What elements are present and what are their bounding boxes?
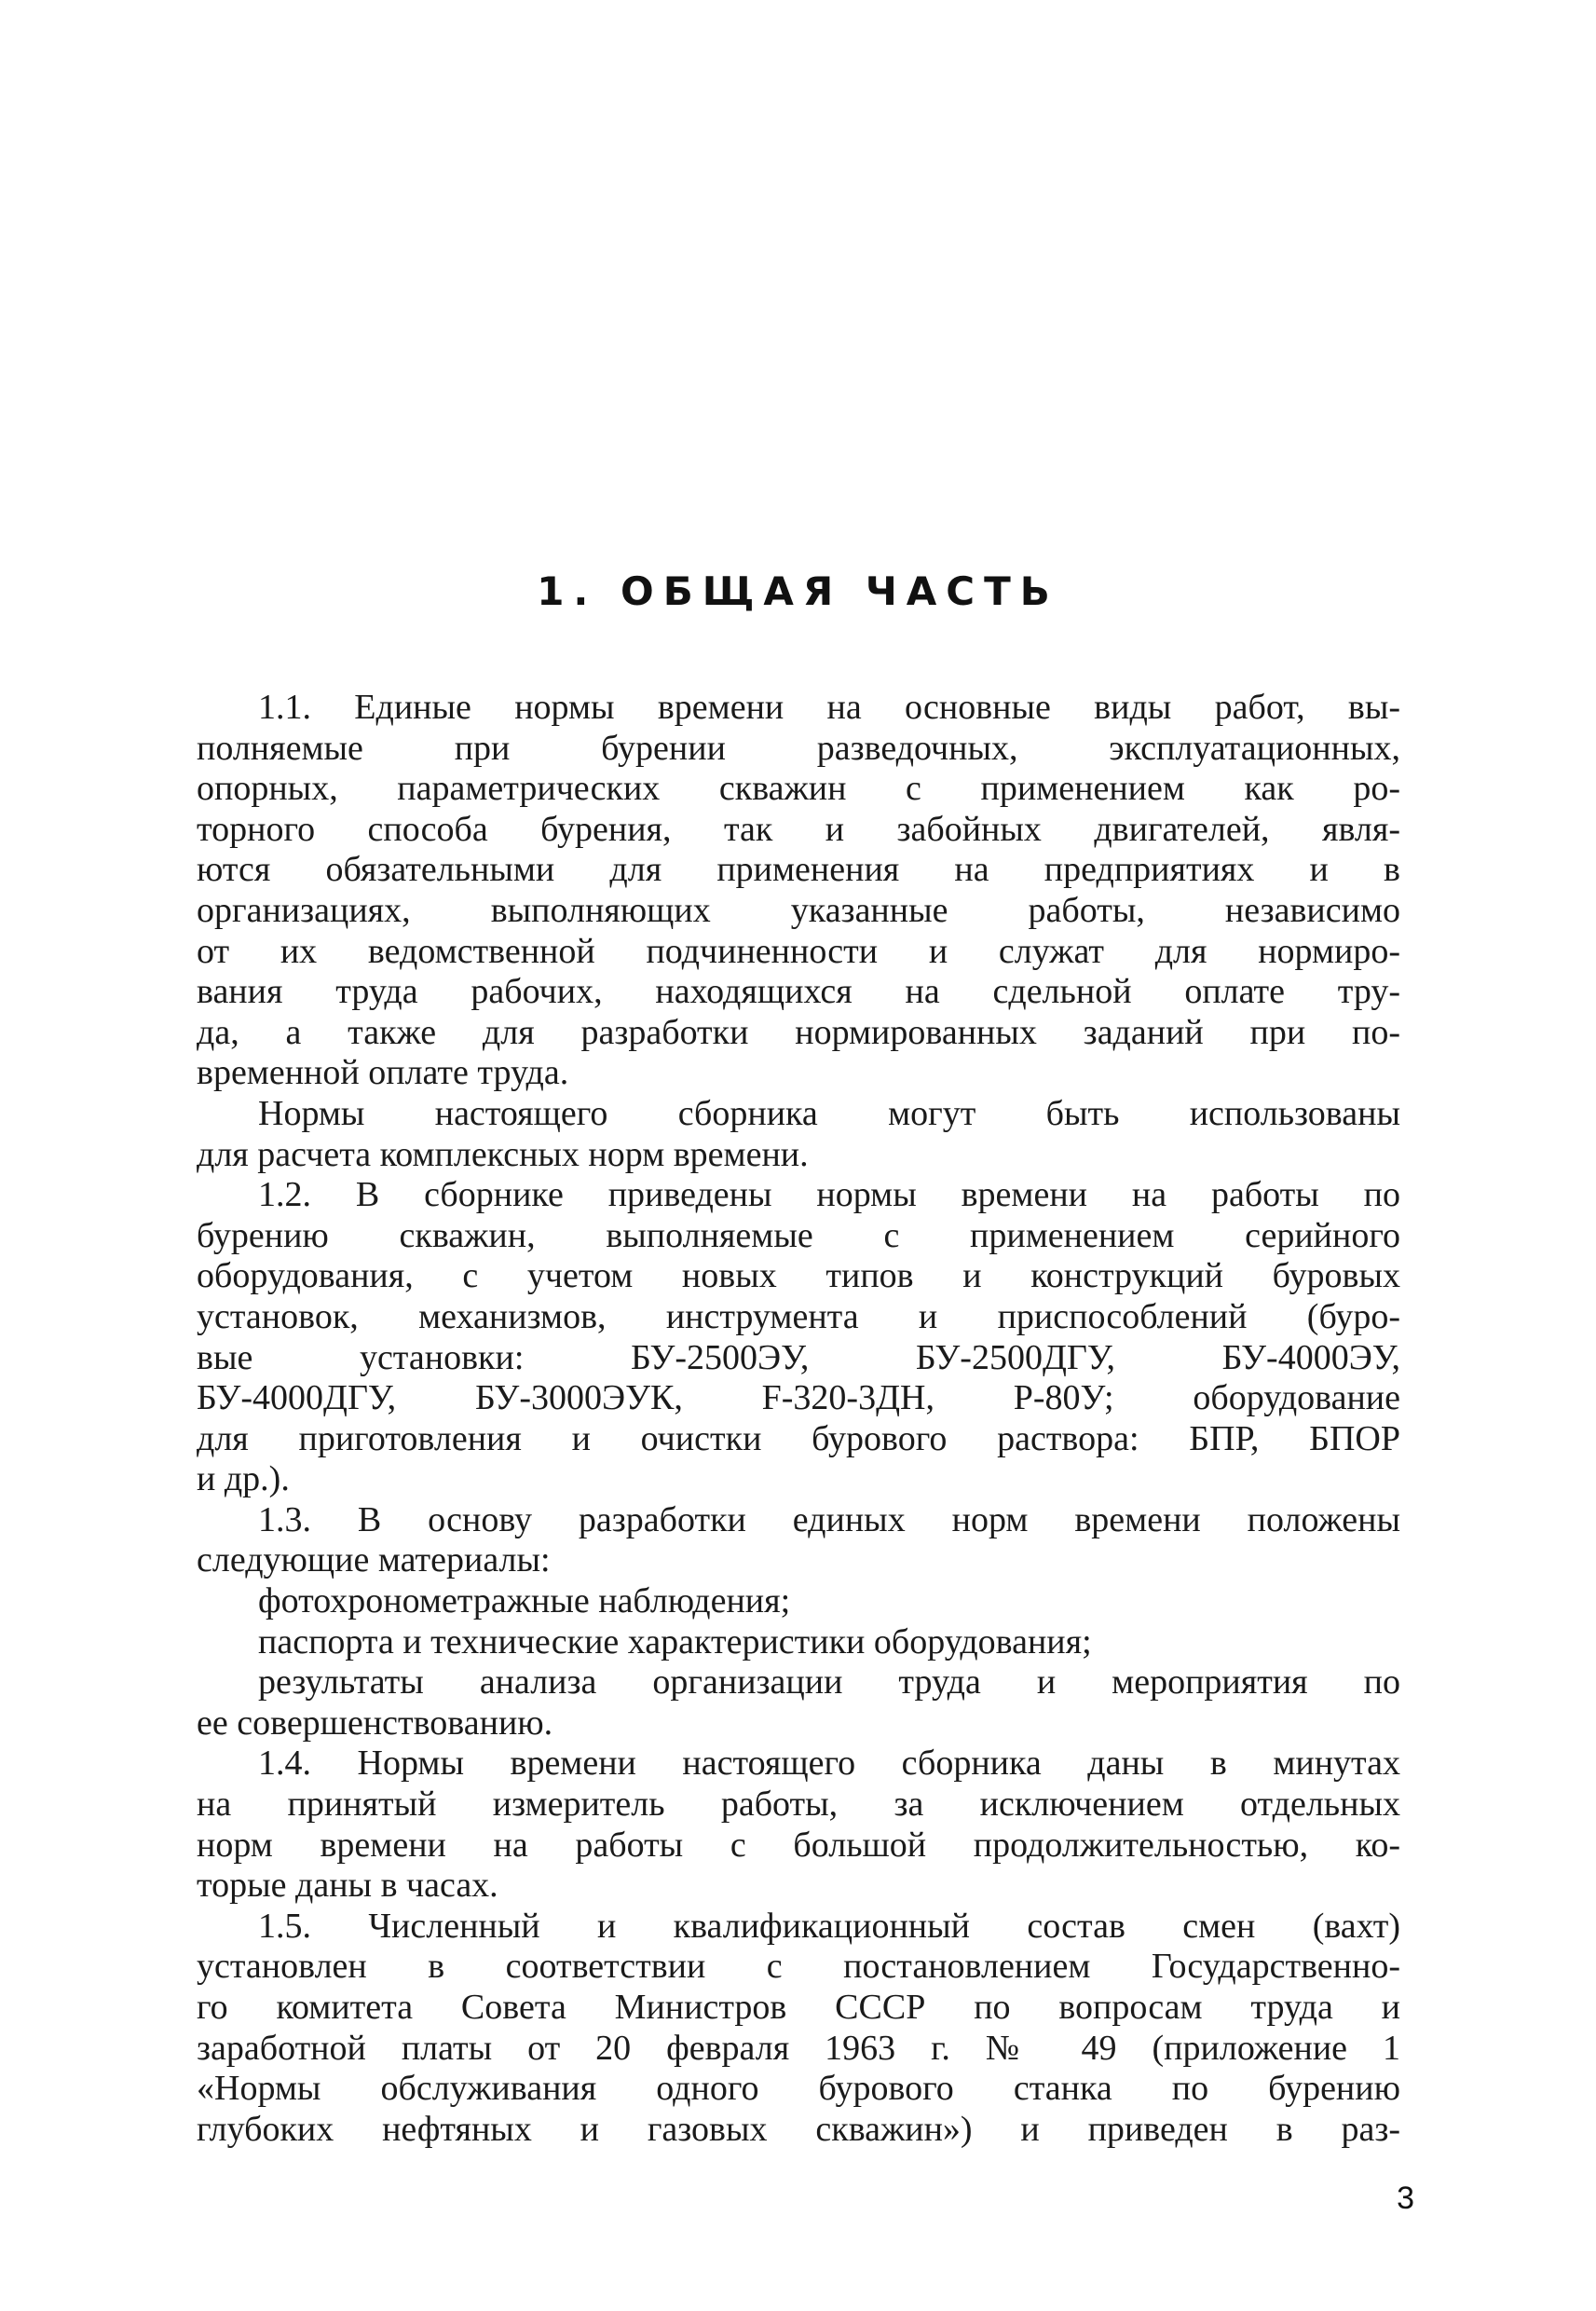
text-line: опорных, параметрических скважин с применением как ро- bbox=[197, 769, 1400, 809]
text-line: глубоких нефтяных и газовых скважин») и приведен в раз- bbox=[197, 2109, 1400, 2149]
text-line: 1.4. Нормы времени настоящего сборника даны в минутах bbox=[258, 1744, 1400, 1784]
text-line: вания труда рабочих, находящихся на сдельной оплате тру- bbox=[197, 972, 1400, 1012]
text-line: фотохронометражные наблюдения; bbox=[258, 1581, 791, 1621]
body-text bbox=[197, 688, 1400, 2150]
text-line: торые даны в часах. bbox=[197, 1866, 498, 1906]
text-line: и др.). bbox=[197, 1459, 290, 1499]
text-line: для расчета комплексных норм времени. bbox=[197, 1134, 809, 1174]
text-line: 1.2. В сборнике приведены нормы времени на работы по bbox=[258, 1175, 1400, 1215]
text-line: организациях, выполняющих указанные работы, независимо bbox=[197, 890, 1400, 930]
text-line: БУ-4000ДГУ, БУ-3000ЭУК, F-320-3ДН, Р-80У; оборудование bbox=[197, 1378, 1400, 1418]
text-line: полняемые при бурении разведочных, эксплуатационных, bbox=[197, 728, 1400, 768]
text-line: следующие материалы: bbox=[197, 1540, 551, 1580]
text-line: 1.5. Численный и квалификационный состав смен (вахт) bbox=[258, 1906, 1400, 1946]
text-line: результаты анализа организации труда и мероприятия по bbox=[258, 1662, 1400, 1702]
text-line: установок, механизмов, инструмента и приспособлений (буро- bbox=[197, 1296, 1400, 1336]
text-line: «Нормы обслуживания одного бурового станка по бурению bbox=[197, 2069, 1400, 2109]
text-line: для приготовления и очистки бурового раствора: БПР, БПОР bbox=[197, 1418, 1400, 1458]
text-line: на принятый измеритель работы, за исключением отдельных bbox=[197, 1785, 1400, 1825]
text-line: от их ведомственной подчиненности и служат для нормиро- bbox=[197, 931, 1400, 971]
text-line: 1.3. В основу разработки единых норм времени положены bbox=[258, 1499, 1400, 1539]
text-line: паспорта и технические характеристики оборудования; bbox=[258, 1621, 1092, 1661]
text-line: установлен в соответствии с постановлением Государственно- bbox=[197, 1947, 1400, 1987]
text-line: ются обязательными для применения на предприятиях и в bbox=[197, 850, 1400, 890]
text-line: оборудования, с учетом новых типов и конструкций буровых bbox=[197, 1256, 1400, 1296]
text-line: временной оплате труда. bbox=[197, 1053, 569, 1093]
text-line: 1.1. Единые нормы времени на основные виды работ, вы- bbox=[258, 688, 1400, 727]
section-heading: 1. ОБЩАЯ ЧАСТЬ bbox=[537, 568, 1059, 614]
text-line: Нормы настоящего сборника могут быть использованы bbox=[258, 1093, 1400, 1133]
text-line: заработной платы от 20 февраля 1963 г. № 49 (приложение 1 bbox=[197, 2028, 1400, 2068]
text-line: торного способа бурения, так и забойных двигателей, явля- bbox=[197, 809, 1400, 849]
text-line: норм времени на работы с большой продолжительностью, ко- bbox=[197, 1825, 1400, 1865]
text-line: го комитета Совета Министров СССР по вопросам труда и bbox=[197, 1988, 1400, 2027]
text-line: бурению скважин, выполняемые с применением серийного bbox=[197, 1215, 1400, 1255]
text-line: да, а также для разработки нормированных заданий при по- bbox=[197, 1012, 1400, 1052]
text-line: ее совершенствованию. bbox=[197, 1702, 553, 1743]
text-line: вые установки: БУ-2500ЭУ, БУ-2500ДГУ, БУ-4000ЭУ, bbox=[197, 1337, 1400, 1377]
page-number: 3 bbox=[1397, 2181, 1414, 2216]
